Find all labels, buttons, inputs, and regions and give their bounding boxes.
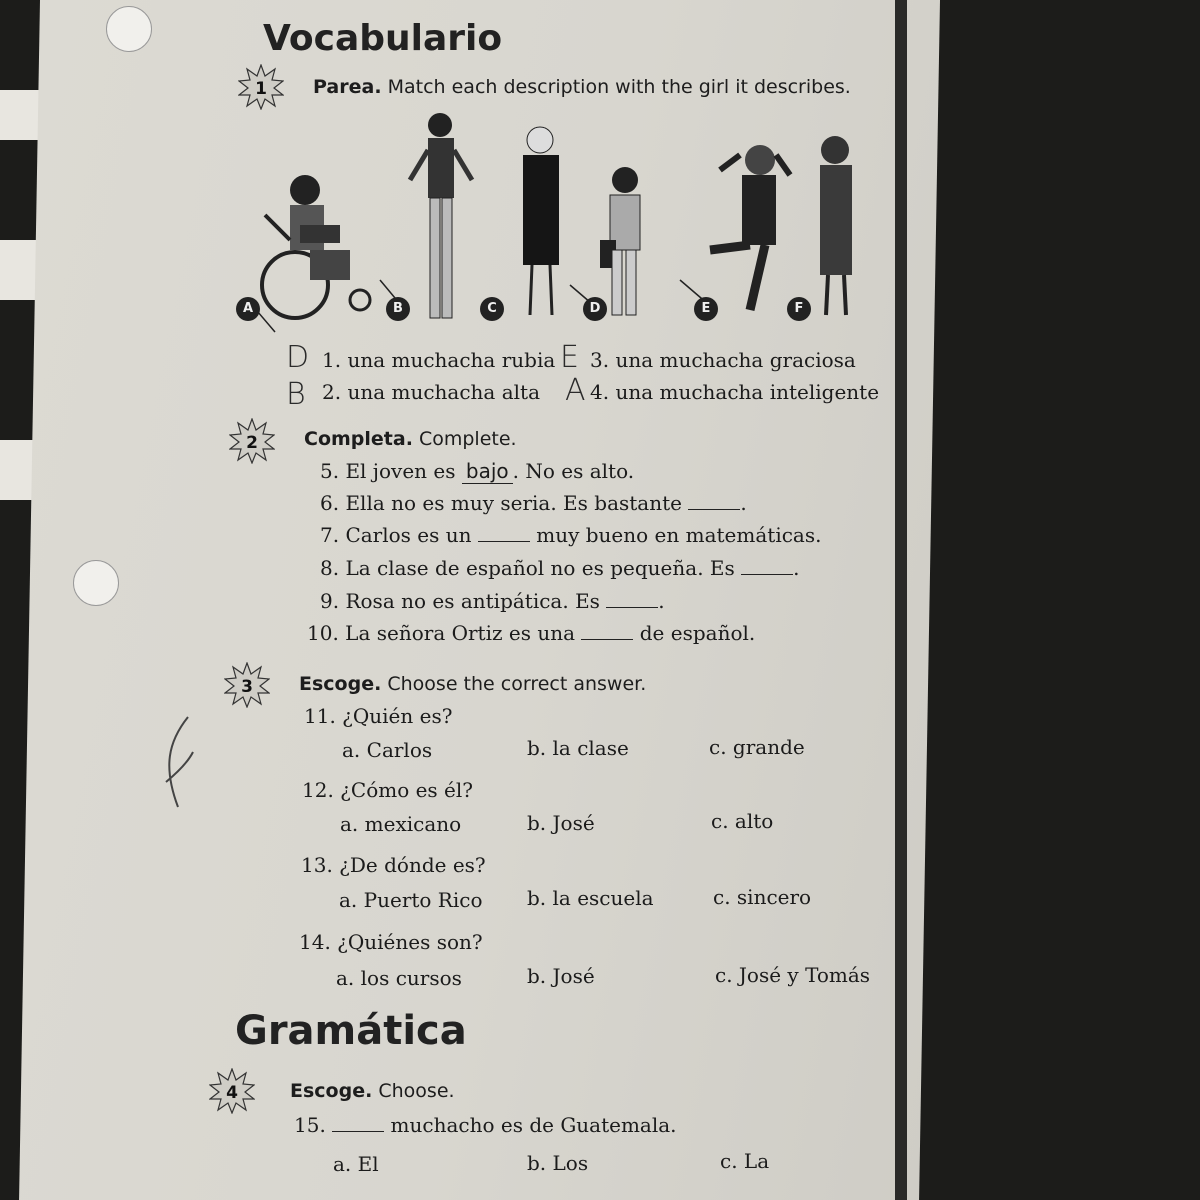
girl-b-figure	[410, 113, 472, 318]
punch-hole	[73, 560, 119, 606]
exercise-4-number: 4	[226, 1083, 238, 1103]
section-title-vocabulario: Vocabulario	[263, 18, 503, 59]
exercise-3-burst-icon	[224, 662, 270, 708]
girl-label-e: E	[694, 297, 718, 321]
exercise-2-item-9: 9. Rosa no es antipática. Es .	[320, 589, 665, 613]
exercise-1-item-2: 2. una muchacha alta	[322, 380, 540, 404]
girl-f-figure	[820, 136, 852, 315]
girl-label-b: B	[386, 297, 410, 321]
question-13-option-a: a. Puerto Rico	[339, 888, 483, 912]
exercise-2-burst-icon	[229, 418, 275, 464]
exercise-1-item-1: 1. una muchacha rubia	[322, 348, 556, 372]
exercise-1-item-4: 4. una muchacha inteligente	[590, 380, 880, 404]
exercise-1-number: 1	[255, 79, 267, 99]
handwritten-answer-2: B	[286, 377, 306, 412]
exercise-4-instruction: Escoge. Choose.	[290, 1080, 455, 1102]
exercise-2-item-10: 10. La señora Ortiz es una de español.	[307, 621, 756, 645]
answer-blank	[606, 593, 658, 608]
question-15-option-b: b. Los	[527, 1151, 589, 1175]
exercise-2-item-6: 6. Ella no es muy seria. Es bastante .	[320, 491, 747, 515]
girl-label-f: F	[787, 297, 811, 321]
exercise-2-instruction: Completa. Complete.	[304, 428, 517, 450]
question-13: 13. ¿De dónde es?	[301, 853, 486, 877]
question-14: 14. ¿Quiénes son?	[299, 930, 483, 954]
question-13-option-c: c. sincero	[713, 885, 812, 909]
question-11-option-c: c. grande	[709, 735, 805, 759]
handwritten-answer-5: bajo	[462, 459, 513, 484]
girl-d-figure	[600, 167, 640, 315]
question-13-option-b: b. la escuela	[527, 886, 654, 910]
exercise-3-number: 3	[241, 677, 253, 697]
question-12-option-c: c. alto	[711, 809, 774, 833]
exercise-1-item-3: 3. una muchacha graciosa	[590, 348, 856, 372]
question-12: 12. ¿Cómo es él?	[302, 778, 474, 802]
exercise-1-burst-icon	[238, 64, 284, 110]
girl-label-c: C	[480, 297, 504, 321]
question-12-option-a: a. mexicano	[340, 812, 462, 836]
question-15-option-c: c. La	[720, 1149, 770, 1173]
question-11-option-a: a. Carlos	[342, 738, 433, 762]
exercise-2-item-5: 5. El joven es bajo . No es alto.	[320, 459, 635, 483]
handwritten-answer-3: E	[560, 340, 579, 375]
punch-hole	[106, 6, 152, 52]
question-14-option-b: b. José	[527, 964, 595, 988]
question-15-option-a: a. El	[333, 1152, 379, 1176]
question-11-option-b: b. la clase	[527, 736, 629, 760]
section-title-gramatica: Gramática	[235, 1008, 467, 1054]
exercise-4-burst-icon	[209, 1068, 255, 1114]
question-14-option-a: a. los cursos	[336, 966, 462, 990]
question-11: 11. ¿Quién es?	[304, 704, 453, 728]
girl-c-figure	[523, 127, 559, 315]
question-15: 15. muchacho es de Guatemala.	[294, 1113, 677, 1137]
question-12-option-b: b. José	[527, 811, 595, 835]
girl-a-figure	[262, 175, 370, 318]
handwritten-answer-1: D	[286, 340, 310, 375]
answer-blank	[581, 625, 633, 640]
question-14-option-c: c. José y Tomás	[715, 963, 871, 987]
exercise-2-number: 2	[246, 433, 258, 453]
exercise-3-instruction: Escoge. Choose the correct answer.	[299, 673, 647, 695]
exercise-2-item-8: 8. La clase de español no es pequeña. Es .	[320, 556, 800, 580]
exercise-1-instruction: Parea. Match each description with the girl it describes.	[313, 76, 851, 98]
girls-illustration	[240, 110, 880, 340]
girl-label-d: D	[583, 297, 607, 321]
margin-check-mark	[158, 712, 198, 812]
answer-blank	[741, 560, 793, 575]
answer-blank	[332, 1117, 384, 1132]
handwritten-answer-4: A	[565, 373, 586, 408]
girl-label-a: A	[236, 297, 260, 321]
exercise-2-item-7: 7. Carlos es un muy bueno en matemáticas.	[320, 523, 822, 547]
page-edge	[895, 0, 907, 1200]
answer-blank	[478, 527, 530, 542]
answer-blank	[688, 495, 740, 510]
girl-e-figure	[710, 145, 790, 310]
